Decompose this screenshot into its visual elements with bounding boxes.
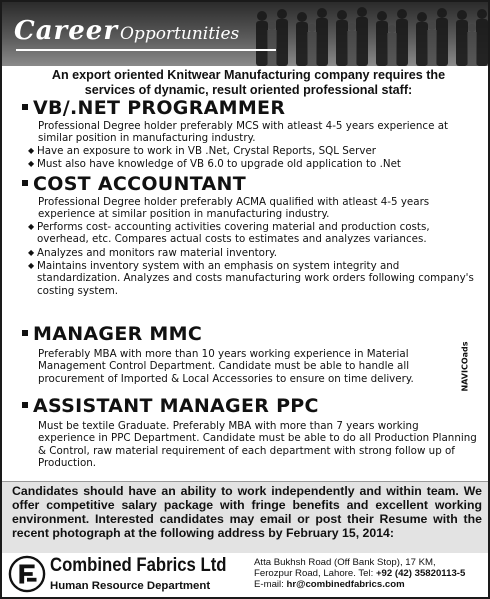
header-banner [2,2,488,66]
job-bullet-text: Analyzes and monitors raw material inventory. [37,247,278,259]
job-bullet [28,221,478,246]
job-bullet-text: Performs cost- accounting activities covering material and production costs, overhead, etc. Compares actual costs to estimates and analyzes variances. [37,221,430,246]
job-bullet-text: Must also have knowledge of VB 6.0 to upgrade old application to .Net [37,158,401,170]
crowd-silhouette-image [242,2,488,66]
job-title-cost-accountant [22,174,246,195]
address-line-1: Atta Bukhsh Road (Off Bank Stop), 17 KM, [254,557,436,568]
job-title-vb-net-programmer [22,98,285,119]
email-label: E-mail: [254,579,287,591]
job-title-text: VB/.NET PROGRAMMER [33,97,286,119]
address-line-2-text: Ferozpur Road, Lahore. Tel: [254,568,376,580]
agency-tag-text: NAVICOads [460,341,470,392]
job-description: Must be textile Graduate. Preferably MBA with more than 7 years working experience in PPC Department. Candidate must be able to do all Production Planning & Control, raw material requirement of each department with strong follow up of Production. [38,420,477,470]
contact-address [254,557,486,591]
department-name: Human Resource Department [50,580,211,592]
phone-number: +92 (42) 35820113-5 [375,568,466,580]
job-bullet [28,145,478,157]
job-title-text: MANAGER MMC [33,323,203,345]
diamond-bullet-icon: ◆ [28,261,35,270]
company-name: Combined Fabrics Ltd [50,555,227,576]
job-description: Preferably MBA with more than 10 years working experience in Material Management Control Department. Candidate must be able to handle all procurement of Imported & Local Accessories to ensure on time delivery. [38,348,414,385]
closing-text: Candidates should have an ability to work independently and within team. We offer competitive salary package with fringe benefits and excellent working environment. Interested candidates may email or post their Resume with the recent photograph at the following address by February 15, 2014: [12,484,482,540]
job-title-manager-mmc [22,324,202,345]
bullet-square-icon [22,104,28,110]
job-bullet-text: Maintains inventory system with an emphasis on system integrity and standardization. Analyzes and costs manufacturing work orders following company's costing system. [37,260,474,297]
email-address[interactable]: hr@combinedfabrics.com [286,579,405,591]
company-logo-icon [8,555,46,593]
banner-title-career: Career [14,16,119,46]
intro-text: An export oriented Knitwear Manufacturing company requires the services of dynamic, result oriented professional staff: [51,68,446,97]
banner-title-opportunities: Opportunities [120,24,240,44]
diamond-bullet-icon: ◆ [28,248,35,257]
email-line [254,579,486,590]
job-bullet [28,260,478,297]
job-title-text: ASSISTANT MANAGER PPC [33,395,319,417]
diamond-bullet-icon: ◆ [28,159,35,168]
job-title-text: COST ACCOUNTANT [33,173,246,195]
bullet-square-icon [22,330,28,336]
job-description: Professional Degree holder preferably MCS with atleast 4-5 years experience at similar position in manufacturing industry. [38,120,449,145]
diamond-bullet-icon: ◆ [28,146,35,155]
job-title-assistant-manager-ppc [22,396,319,417]
diamond-bullet-icon: ◆ [28,222,35,231]
address-line-2 [254,568,486,579]
job-description: Professional Degree holder preferably ACMA qualified with atleast 4-5 years experience at similar position in manufacturing industry. [38,196,430,221]
bullet-square-icon [22,402,28,408]
job-bullet [28,247,478,259]
job-bullet-text: Have an exposure to work in VB .Net, Crystal Reports, SQL Server [37,145,377,157]
job-bullet [28,158,478,170]
agency-vertical-tag [460,332,484,406]
banner-underline [16,49,276,51]
bullet-square-icon [22,180,28,186]
